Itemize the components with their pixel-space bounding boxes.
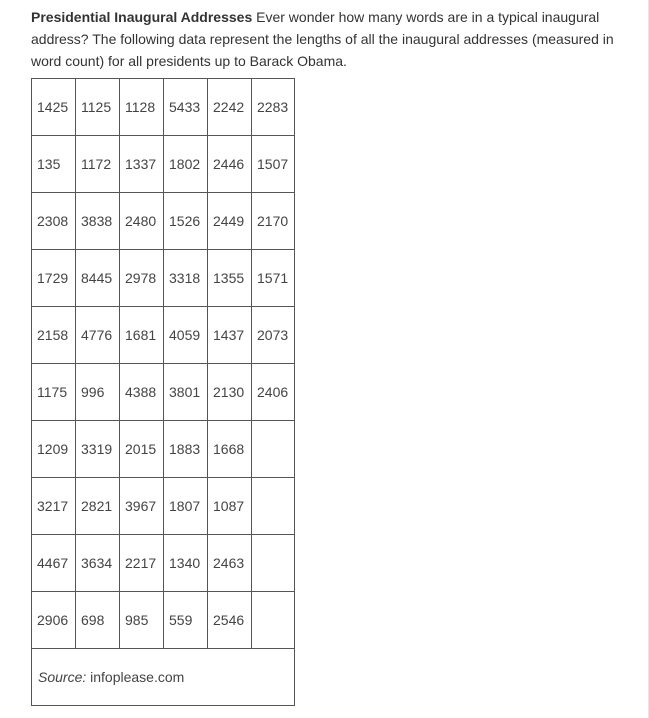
- source-value: infoplease.com: [86, 669, 185, 685]
- table-cell: 1175: [32, 364, 76, 421]
- table-cell: 3217: [32, 478, 76, 535]
- table-source-row: [32, 649, 295, 706]
- table-cell: 1807: [164, 478, 208, 535]
- table-cell: 1668: [208, 421, 252, 478]
- table-cell: 1507: [252, 136, 295, 193]
- table-cell: 2283: [252, 79, 295, 136]
- table-cell: 2978: [120, 250, 164, 307]
- table-cell: 1355: [208, 250, 252, 307]
- table-cell: 1437: [208, 307, 252, 364]
- table-cell: 2242: [208, 79, 252, 136]
- table-row: [32, 250, 295, 307]
- table-row: [32, 478, 295, 535]
- table-cell: 135: [32, 136, 76, 193]
- table-cell: 2446: [208, 136, 252, 193]
- table-cell: 2449: [208, 193, 252, 250]
- table-cell: 1802: [164, 136, 208, 193]
- table-cell: 4388: [120, 364, 164, 421]
- problem-statement: [31, 6, 631, 72]
- table-cell: 1128: [120, 79, 164, 136]
- table-cell-empty: [252, 535, 295, 592]
- table-cell: 2406: [252, 364, 295, 421]
- table-cell: 1340: [164, 535, 208, 592]
- table-row: [32, 136, 295, 193]
- table-cell: 2170: [252, 193, 295, 250]
- table-cell: 2480: [120, 193, 164, 250]
- problem-description: Ever wonder how many words are in a typical inaugural address? The following data represent the lengths of all the inaugural addresses (measured in word count) for all presidents up to Barack Obama.: [31, 9, 614, 69]
- table-cell: 2546: [208, 592, 252, 649]
- source-label: Source:: [38, 669, 87, 685]
- table-row: [32, 79, 295, 136]
- table-cell: 559: [164, 592, 208, 649]
- table-cell: 2217: [120, 535, 164, 592]
- table-cell: 3319: [76, 421, 120, 478]
- table-cell: 1087: [208, 478, 252, 535]
- table-cell: 1526: [164, 193, 208, 250]
- table-row: [32, 307, 295, 364]
- table-cell: 1209: [32, 421, 76, 478]
- table-cell: 2308: [32, 193, 76, 250]
- table-row: [32, 364, 295, 421]
- table-cell: 4059: [164, 307, 208, 364]
- word-count-table: [31, 78, 295, 706]
- table-cell: 8445: [76, 250, 120, 307]
- table-cell: 2015: [120, 421, 164, 478]
- table-cell: 5433: [164, 79, 208, 136]
- word-count-table-body: [32, 79, 295, 706]
- table-cell: 996: [76, 364, 120, 421]
- table-cell: 1571: [252, 250, 295, 307]
- table-cell: 1337: [120, 136, 164, 193]
- table-cell: 2463: [208, 535, 252, 592]
- table-cell: 2158: [32, 307, 76, 364]
- table-cell-empty: [252, 592, 295, 649]
- table-cell: 2130: [208, 364, 252, 421]
- table-cell: 2821: [76, 478, 120, 535]
- table-cell: 1425: [32, 79, 76, 136]
- table-cell: 1729: [32, 250, 76, 307]
- table-cell: 2906: [32, 592, 76, 649]
- table-cell: 4776: [76, 307, 120, 364]
- table-cell: 698: [76, 592, 120, 649]
- table-row: [32, 421, 295, 478]
- table-cell: 985: [120, 592, 164, 649]
- table-cell: 3801: [164, 364, 208, 421]
- problem-title: Presidential Inaugural Addresses: [31, 9, 253, 25]
- table-cell: 3838: [76, 193, 120, 250]
- table-cell-empty: [252, 478, 295, 535]
- table-row: [32, 193, 295, 250]
- table-row: [32, 535, 295, 592]
- table-cell: 1681: [120, 307, 164, 364]
- table-cell: 4467: [32, 535, 76, 592]
- table-cell: 2073: [252, 307, 295, 364]
- table-row: [32, 592, 295, 649]
- table-cell: 1883: [164, 421, 208, 478]
- source-cell: [32, 649, 295, 706]
- table-cell: 3634: [76, 535, 120, 592]
- table-cell: 1172: [76, 136, 120, 193]
- table-cell: 3318: [164, 250, 208, 307]
- table-cell: 1125: [76, 79, 120, 136]
- table-cell-empty: [252, 421, 295, 478]
- table-cell: 3967: [120, 478, 164, 535]
